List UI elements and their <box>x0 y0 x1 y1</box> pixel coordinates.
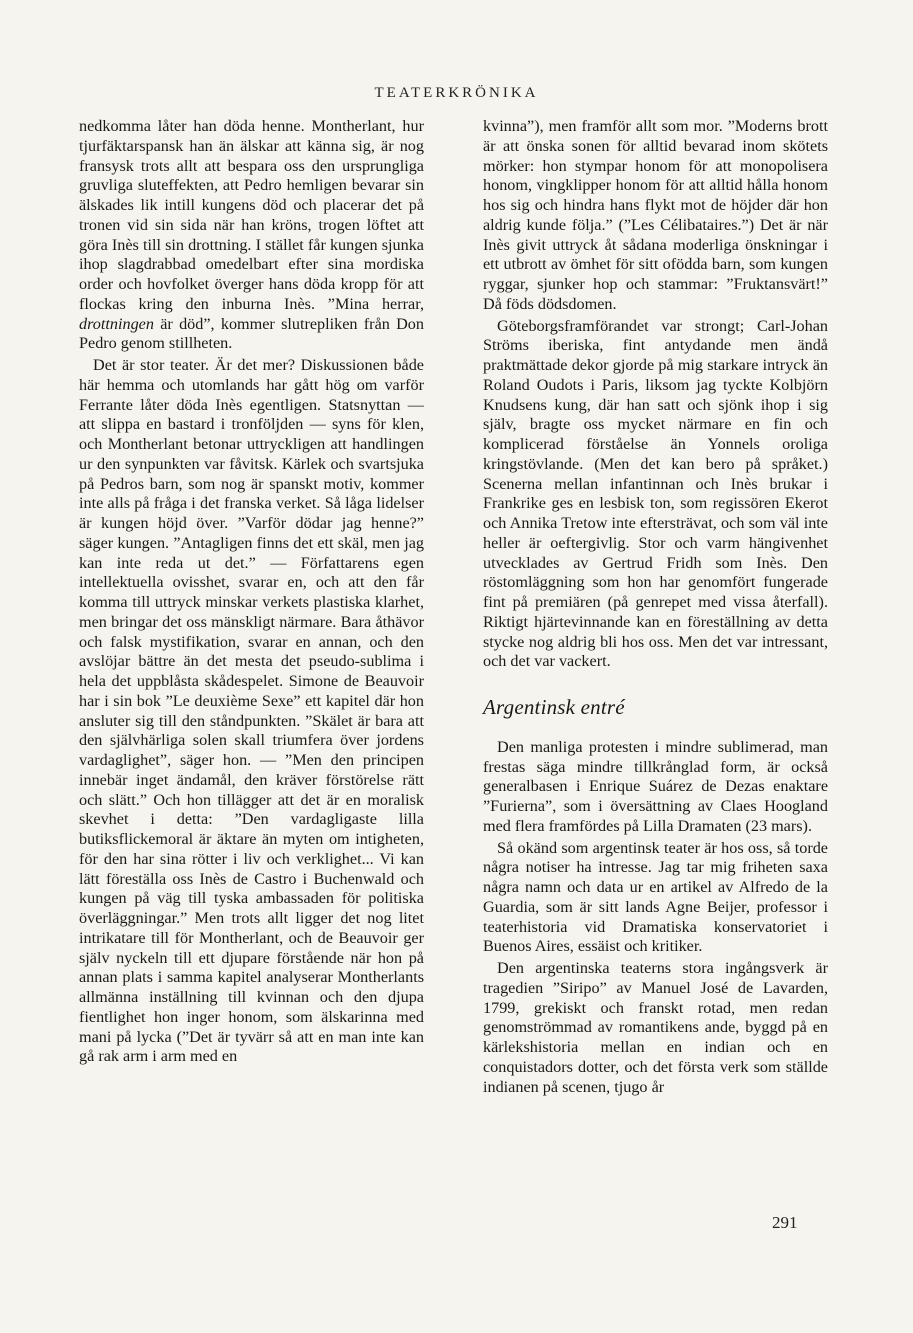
paragraph: Göteborgsframförandet var strongt; Carl-Johan Ströms iberiska, fint antydande men ändå praktmättade dekor gjorde på mig starkare intryck än Roland Oudots i Paris, liksom jag tyckte Kolbjörn Knudsens kung, där han satt och sjönk ihop i sig själv, bragte oss mycket närmare en fin och komplicerad förståelse än Yonnels oroliga kringstövlande. (Men det kan bero på språket.) Scenerna mellan infantinnan och Inès brukar i Frankrike ges en lesbisk ton, som regissören Ekerot och Annika Tretow inte eftersträvat, och som väl inte heller är oeftergivlig. Stor och varm hängivenhet utvecklades av Gertrud Fridh som Inès. Den röstomläggning som hon har genomfört fungerade fint på premiären (på genrepet med vissa återfall). Riktigt hjärtevinnande kan en föreställning av detta stycke nog aldrig bli hos oss. Men det var intressant, och det var vackert. <box>483 316 828 671</box>
paragraph: Det är stor teater. Är det mer? Diskussionen både här hemma och utomlands har gått hög om varför Ferrante låter döda Inès egentligen. Statsnyttan — att slippa en bastard i tronföljden — syns för klen, och Montherlant betonar uttryckligen att handlingen ur den synpunkten var fåvitsk. Kärlek och svartsjuka på Pedros barn, som nog är spanskt motiv, kommer inte alls på fråga i det franska verket. Så låga lidelser är kungen höjd över. ”Varför dödar jag henne?” säger kungen. ”Antagligen finns det ett skäl, men jag kan inte reda ut det.” — Författarens egen intellektuella ovisshet, svarar en, och att den får komma till uttryck minskar verkets plastiska klarhet, men bringar det oss mänskligt närmare. Bara åthävor och falsk mystifikation, svarar en annan, och den avslöjar bättre än det mesta det pseudo-sublima i hela det uppblåsta skådespelet. Simone de Beauvoir har i sin bok ”Le deuxième Sexe” ett kapitel där hon ansluter sig till den ståndpunkten. ”Skälet är bara att den självhärliga solen skall triumfera över jordens vardaglighet”, säger hon. — ”Men den principen innebär inget ändamål, den kräver förstörelse rätt och slätt.” Och hon tillägger att det är en moralisk skevhet i detta: ”Den vardagligaste lilla butiksflickemoral är äktare än myten om intigheten, för den har sina rötter i liv och verklighet... Vi kan lätt föreställa oss Inès de Castro i Buchenwald och kungen på väg till tyska ambassaden för politiska överläggningar.” Men trots allt ligger det nog litet intrikatare till för Montherlant, och de Beauvoir ger själv nyckeln till ett djupare förstående när hon på annan plats i samma kapitel analyserar Montherlants allmänna inställning till kvinnan och den djupa fientlighet hon inger honom, som älskarinna med mani på lycka (”Det är tyvärr så att en man inte kan gå rak arm i arm med en <box>79 356 424 1066</box>
paragraph: Den argentinska teaterns stora ingångsverk är tragedien ”Siripo” av Manuel José de Lavarden, 1799, grekiskt och franskt rotad, men redan genomströmmad av romantikens ande, byggd på en kärlekshistoria mellan en indian och en conquistadors dotter, och det första verk som ställde indianen på scenen, tjugo år <box>483 959 828 1096</box>
paragraph: kvinna”), men framför allt som mor. ”Moderns brott är att önska sonen för alltid bevarad inom skötets mörker: hon stympar honom för att monopolisera honom, vingklipper honom för att alltid hålla honom hos sig och hindra hans flykt mot de höjder där hon aldrig kunde följa.” (”Les Célibataires.”) Det är när Inès givit uttryck åt sådana moderliga önskningar i ett utbrott av ömhet för sitt ofödda barn, som kungen ryggar, sjunker hop och stammar: ”Fruktansvärt!” Då föds dödsdomen. <box>483 117 828 313</box>
page-number: 291 <box>772 1213 798 1232</box>
paragraph: Den manliga protesten i mindre sublimerad, man frestas säga mindre tillkrånglad form, är också generalbasen i Enrique Suárez de Dezas enaktare ”Furierna”, som i översättning av Claes Hoogland med flera framfördes på Lilla Dramaten (23 mars). <box>483 737 828 835</box>
paragraph: Så okänd som argentinsk teater är hos oss, så torde några notiser ha intresse. Jag tar mig friheten saxa några namn och data ur en artikel av Alfredo de la Guardia, som är sitt lands Agne Beijer, professor i teaterhistoria vid Dramatiska konservatoriet i Buenos Aires, essäist och kritiker. <box>483 838 828 956</box>
right-column <box>483 117 828 1097</box>
left-column <box>79 117 424 1067</box>
section-heading: Argentinsk entré <box>483 695 625 719</box>
running-title: TEATERKRÖNIKA <box>374 85 539 101</box>
paragraph: nedkomma låter han döda henne. Montherlant, hur tjurfäktarspansk han än älskar att känna sig, är nog fransysk trots allt att bespara oss den ursprungliga gruvliga sluteffekten, att Pedro hemligen bevarar sin älskades lik intill kungens död och placerar det på tronen vid sin sida när han kröns, trogen löftet att göra Inès till sin drottning. I stället får kungen sjunka ihop slagdrabbad omedelbart efter sina mordiska order och hovfolket överger hans döda kropp för att flockas kring den inburna Inès. ”Mina herrar, drottningen är död”, kommer slutrepliken från Don Pedro genom stillheten. <box>79 117 424 353</box>
italic-emphasis: drottningen <box>79 314 154 333</box>
